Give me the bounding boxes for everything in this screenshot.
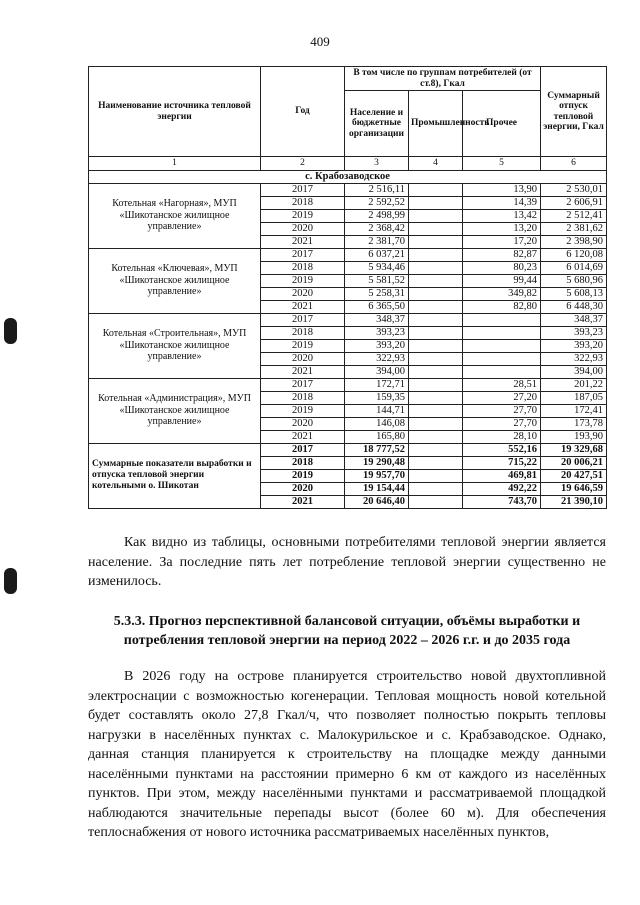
other-value (463, 365, 541, 378)
total-value: 5 680,96 (541, 274, 607, 287)
population-value: 146,08 (345, 417, 409, 430)
other-value: 349,82 (463, 287, 541, 300)
population-value: 348,37 (345, 313, 409, 326)
population-value: 159,35 (345, 391, 409, 404)
header-total: Суммарный отпуск тепловой энергии, Гкал (541, 67, 607, 157)
other-value: 82,80 (463, 300, 541, 313)
population-value: 172,71 (345, 378, 409, 391)
total-value: 20 006,21 (541, 456, 607, 469)
total-value: 19 646,59 (541, 482, 607, 495)
population-value: 394,00 (345, 365, 409, 378)
year-cell: 2019 (261, 274, 345, 287)
total-value: 348,37 (541, 313, 607, 326)
other-value: 17,20 (463, 235, 541, 248)
other-value: 13,20 (463, 222, 541, 235)
table-row (89, 443, 607, 456)
header-population: Население и бюджетные организации (345, 91, 409, 157)
paragraph-forecast (88, 667, 606, 843)
industry-value (409, 404, 463, 417)
population-value: 18 777,52 (345, 443, 409, 456)
total-value: 20 427,51 (541, 469, 607, 482)
population-value: 6 365,50 (345, 300, 409, 313)
total-value: 394,00 (541, 365, 607, 378)
population-value: 144,71 (345, 404, 409, 417)
punch-hole-mark (4, 318, 17, 344)
total-value: 193,90 (541, 430, 607, 443)
industry-value (409, 235, 463, 248)
paragraph-consumers (88, 533, 606, 592)
other-value: 28,51 (463, 378, 541, 391)
year-cell: 2018 (261, 456, 345, 469)
table-row (89, 313, 607, 326)
year-cell: 2020 (261, 352, 345, 365)
year-cell: 2017 (261, 248, 345, 261)
industry-value (409, 378, 463, 391)
header-other: Прочее (463, 91, 541, 157)
other-value: 27,20 (463, 391, 541, 404)
table-row (89, 248, 607, 261)
population-value: 19 290,48 (345, 456, 409, 469)
year-cell: 2021 (261, 235, 345, 248)
industry-value (409, 339, 463, 352)
other-value: 27,70 (463, 404, 541, 417)
industry-value (409, 417, 463, 430)
boiler-name: Котельная «Администрация», МУП «Шикотанское жилищное управление» (89, 378, 261, 443)
total-value: 6 448,30 (541, 300, 607, 313)
other-value: 743,70 (463, 495, 541, 508)
table-row (89, 378, 607, 391)
year-cell: 2019 (261, 339, 345, 352)
total-value: 2 512,41 (541, 209, 607, 222)
section-title: с. Крабозаводское (89, 170, 607, 183)
heat-energy-table (88, 66, 607, 509)
boiler-name: Котельная «Строительная», МУП «Шикотанское жилищное управление» (89, 313, 261, 378)
population-value: 6 037,21 (345, 248, 409, 261)
year-cell: 2017 (261, 313, 345, 326)
total-value: 6 014,69 (541, 261, 607, 274)
population-value: 165,80 (345, 430, 409, 443)
page-number: 409 (310, 34, 330, 49)
other-value: 552,16 (463, 443, 541, 456)
total-value: 201,22 (541, 378, 607, 391)
year-cell: 2018 (261, 261, 345, 274)
total-value: 21 390,10 (541, 495, 607, 508)
industry-value (409, 274, 463, 287)
other-value: 14,39 (463, 196, 541, 209)
year-cell: 2021 (261, 300, 345, 313)
other-value (463, 313, 541, 326)
other-value: 99,44 (463, 274, 541, 287)
year-cell: 2018 (261, 326, 345, 339)
total-value: 393,23 (541, 326, 607, 339)
industry-value (409, 391, 463, 404)
population-value: 2 381,70 (345, 235, 409, 248)
population-value: 2 516,11 (345, 183, 409, 196)
other-value: 13,90 (463, 183, 541, 196)
col-number: 4 (409, 157, 463, 171)
paragraph-text: Как видно из таблицы, основными потребителями тепловой энергии является население. За последние пять лет потребление тепловой энергии существенно не изменилось. (88, 535, 606, 589)
total-value: 322,93 (541, 352, 607, 365)
year-cell: 2021 (261, 495, 345, 508)
total-value: 173,78 (541, 417, 607, 430)
industry-value (409, 248, 463, 261)
other-value (463, 326, 541, 339)
other-value: 492,22 (463, 482, 541, 495)
total-value: 2 606,91 (541, 196, 607, 209)
industry-value (409, 495, 463, 508)
industry-value (409, 209, 463, 222)
industry-value (409, 183, 463, 196)
header-source-name: Наименование источника тепловой энергии (89, 67, 261, 157)
col-number: 2 (261, 157, 345, 171)
year-cell: 2018 (261, 196, 345, 209)
year-cell: 2018 (261, 391, 345, 404)
col-number: 5 (463, 157, 541, 171)
total-value: 393,20 (541, 339, 607, 352)
other-value: 13,42 (463, 209, 541, 222)
summary-name: Суммарные показатели выработки и отпуска тепловой энергии котельными о. Шикотан (89, 443, 261, 508)
paragraph-text: В 2026 году на острове планируется строительство новой двухтопливной электроснации с возможностью когенерации. Тепловая мощность новой котельной будет составлять около 27,8 Гкал/ч, что позволяет полностью покрыть тепловы нагрузки в населённых пунктах с. Малокурильское и с. Крабзаводское. Однако, данная станция планируется к строительству на площадке между данными населёнными пунктами на расстоянии примерно 6 км от каждого из населённых пунктов. При этом, между населёнными пунктами и рассматриваемой площадкой наблюдаются значительные перепады высот (более 60 м). Для обеспечения теплоснабжения от нового источника рассматриваемых населённых пунктов, (88, 669, 606, 840)
total-value: 5 608,13 (541, 287, 607, 300)
total-value: 187,05 (541, 391, 607, 404)
total-value: 2 530,01 (541, 183, 607, 196)
col-number: 3 (345, 157, 409, 171)
total-value: 19 329,68 (541, 443, 607, 456)
col-number: 6 (541, 157, 607, 171)
population-value: 393,23 (345, 326, 409, 339)
header-consumer-groups: В том числе по группам потребителей (от ст.8), Гкал (345, 67, 541, 91)
year-cell: 2019 (261, 469, 345, 482)
year-cell: 2020 (261, 287, 345, 300)
population-value: 5 258,31 (345, 287, 409, 300)
population-value: 393,20 (345, 339, 409, 352)
table-row (89, 183, 607, 196)
other-value: 28,10 (463, 430, 541, 443)
industry-value (409, 482, 463, 495)
industry-value (409, 352, 463, 365)
other-value: 82,87 (463, 248, 541, 261)
other-value (463, 339, 541, 352)
industry-value (409, 365, 463, 378)
punch-hole-mark (4, 568, 17, 594)
population-value: 19 957,70 (345, 469, 409, 482)
year-cell: 2017 (261, 378, 345, 391)
boiler-name: Котельная «Нагорная», МУП «Шикотанское жилищное управление» (89, 183, 261, 248)
year-cell: 2019 (261, 404, 345, 417)
header-industry: Промышленность (409, 91, 463, 157)
year-cell: 2021 (261, 430, 345, 443)
year-cell: 2021 (261, 365, 345, 378)
section-heading: 5.3.3. Прогноз перспективной балансовой ситуации, объёмы выработки и потребления тепловой энергии на период 2022 – 2026 г.г. и до 2035 года (113, 614, 581, 648)
industry-value (409, 261, 463, 274)
industry-value (409, 222, 463, 235)
population-value: 2 368,42 (345, 222, 409, 235)
total-value: 2 381,62 (541, 222, 607, 235)
industry-value (409, 443, 463, 456)
total-value: 172,41 (541, 404, 607, 417)
other-value (463, 352, 541, 365)
col-number: 1 (89, 157, 261, 171)
industry-value (409, 469, 463, 482)
population-value: 2 498,99 (345, 209, 409, 222)
industry-value (409, 196, 463, 209)
year-cell: 2020 (261, 222, 345, 235)
year-cell: 2019 (261, 209, 345, 222)
total-value: 6 120,08 (541, 248, 607, 261)
industry-value (409, 313, 463, 326)
other-value: 27,70 (463, 417, 541, 430)
population-value: 20 646,40 (345, 495, 409, 508)
population-value: 322,93 (345, 352, 409, 365)
year-cell: 2017 (261, 183, 345, 196)
year-cell: 2017 (261, 443, 345, 456)
industry-value (409, 287, 463, 300)
other-value: 469,81 (463, 469, 541, 482)
population-value: 19 154,44 (345, 482, 409, 495)
population-value: 5 934,46 (345, 261, 409, 274)
industry-value (409, 430, 463, 443)
other-value: 80,23 (463, 261, 541, 274)
industry-value (409, 326, 463, 339)
total-value: 2 398,90 (541, 235, 607, 248)
population-value: 5 581,52 (345, 274, 409, 287)
header-year: Год (261, 67, 345, 157)
other-value: 715,22 (463, 456, 541, 469)
population-value: 2 592,52 (345, 196, 409, 209)
industry-value (409, 300, 463, 313)
year-cell: 2020 (261, 417, 345, 430)
boiler-name: Котельная «Ключевая», МУП «Шикотанское жилищное управление» (89, 248, 261, 313)
year-cell: 2020 (261, 482, 345, 495)
industry-value (409, 456, 463, 469)
